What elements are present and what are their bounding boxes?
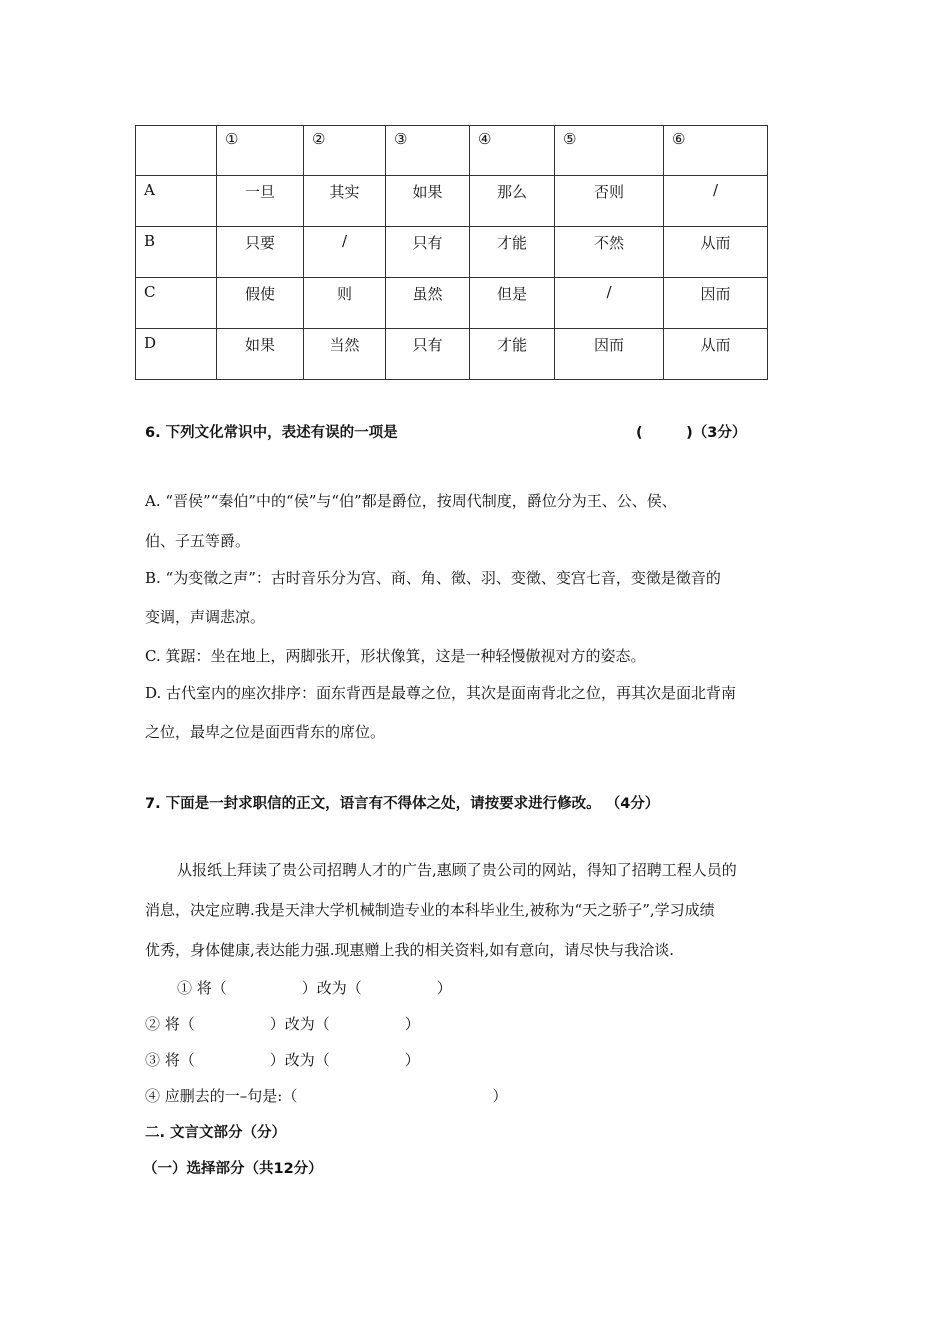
q7-letter-line1: 从报纸上拜读了贵公司招聘人才的广告,惠顾了贵公司的网站，得知了招聘工程人员的	[177, 861, 737, 879]
table-header-cell: ⑤	[555, 126, 664, 176]
table-cell: 一旦	[217, 176, 304, 227]
table-header-cell	[136, 126, 217, 176]
table-cell: 才能	[470, 227, 555, 278]
table-cell: 只有	[386, 329, 470, 380]
q7-fill-4: ④ 应删去的一–句是:（ ）	[145, 1087, 508, 1105]
table-row	[136, 227, 768, 278]
table-cell: 当然	[304, 329, 386, 380]
section-2-title: 二. 文言文部分（分）	[145, 1125, 287, 1141]
question-7-title: 7. 下面是一封求职信的正文，语言有不得体之处，请按要求进行修改。 （4分）	[145, 796, 660, 812]
table-cell: 只要	[217, 227, 304, 278]
table-cell: 但是	[470, 278, 555, 329]
q6-option-c: C. 箕踞：坐在地上，两脚张开，形状像箕，这是一种轻慢傲视对方的姿态。	[145, 647, 646, 665]
table-cell: 只有	[386, 227, 470, 278]
table-cell: 从而	[664, 227, 768, 278]
table-cell: /	[555, 278, 664, 329]
table-cell: 因而	[555, 329, 664, 380]
table-row	[136, 329, 768, 380]
table-cell: 那么	[470, 176, 555, 227]
q6-option-a-line2: 伯、子五等爵。	[145, 532, 251, 550]
table-cell: D	[136, 329, 217, 380]
table-cell: 否则	[555, 176, 664, 227]
q6-option-b-line1: B. “为变徵之声”：古时音乐分为宫、商、角、徵、羽、变徵、变宫七音，变徵是徵音的	[145, 569, 721, 587]
table-cell: 因而	[664, 278, 768, 329]
table-header-cell: ⑥	[664, 126, 768, 176]
q6-option-b-line2: 变调，声调悲凉。	[145, 608, 266, 626]
table-header-cell: ④	[470, 126, 555, 176]
q7-fill-3: ③ 将（ ）改为（ ）	[145, 1051, 420, 1069]
table-cell: A	[136, 176, 217, 227]
q6-option-d-line2: 之位，最卑之位是面西背东的席位。	[145, 723, 386, 741]
table-cell: 如果	[386, 176, 470, 227]
table-header-cell: ①	[217, 126, 304, 176]
table-cell: 如果	[217, 329, 304, 380]
table-cell: 其实	[304, 176, 386, 227]
q6-option-a-line1: A. “晋侯”“秦伯”中的“侯”与“伯”都是爵位，按周代制度，爵位分为王、公、侯、	[145, 492, 677, 510]
table-cell: 从而	[664, 329, 768, 380]
q6-option-d-line1: D. 古代室内的座次排序：面东背西是最尊之位，其次是面南背北之位，再其次是面北背南	[145, 684, 737, 702]
q7-letter-line3: 优秀，身体健康,表达能力强.现惠赠上我的相关资料,如有意向，请尽快与我洽谈.	[145, 941, 675, 959]
table-cell: /	[664, 176, 768, 227]
table-row	[136, 176, 768, 227]
table-cell: 不然	[555, 227, 664, 278]
table-cell: C	[136, 278, 217, 329]
table-cell: 则	[304, 278, 386, 329]
question-6-score: ( )（3分）	[636, 425, 747, 441]
table-cell: 假使	[217, 278, 304, 329]
table-header-cell: ②	[304, 126, 386, 176]
table-cell: 虽然	[386, 278, 470, 329]
table-header-cell: ③	[386, 126, 470, 176]
table-cell: B	[136, 227, 217, 278]
table-header-row	[136, 126, 768, 176]
q7-fill-1: ① 将（ ）改为（ ）	[177, 979, 452, 997]
q7-letter-line2: 消息，决定应聘.我是天津大学机械制造专业的本科毕业生,被称为“天之骄子”,学习成绩	[145, 901, 715, 919]
table-row	[136, 278, 768, 329]
q7-fill-2: ② 将（ ）改为（ ）	[145, 1015, 420, 1033]
table-cell: 才能	[470, 329, 555, 380]
question-6-title: 6. 下列文化常识中，表述有误的一项是	[145, 425, 398, 441]
table-cell: /	[304, 227, 386, 278]
options-table	[135, 125, 768, 380]
section-2-subtitle: （一）选择部分（共12分）	[143, 1161, 323, 1177]
